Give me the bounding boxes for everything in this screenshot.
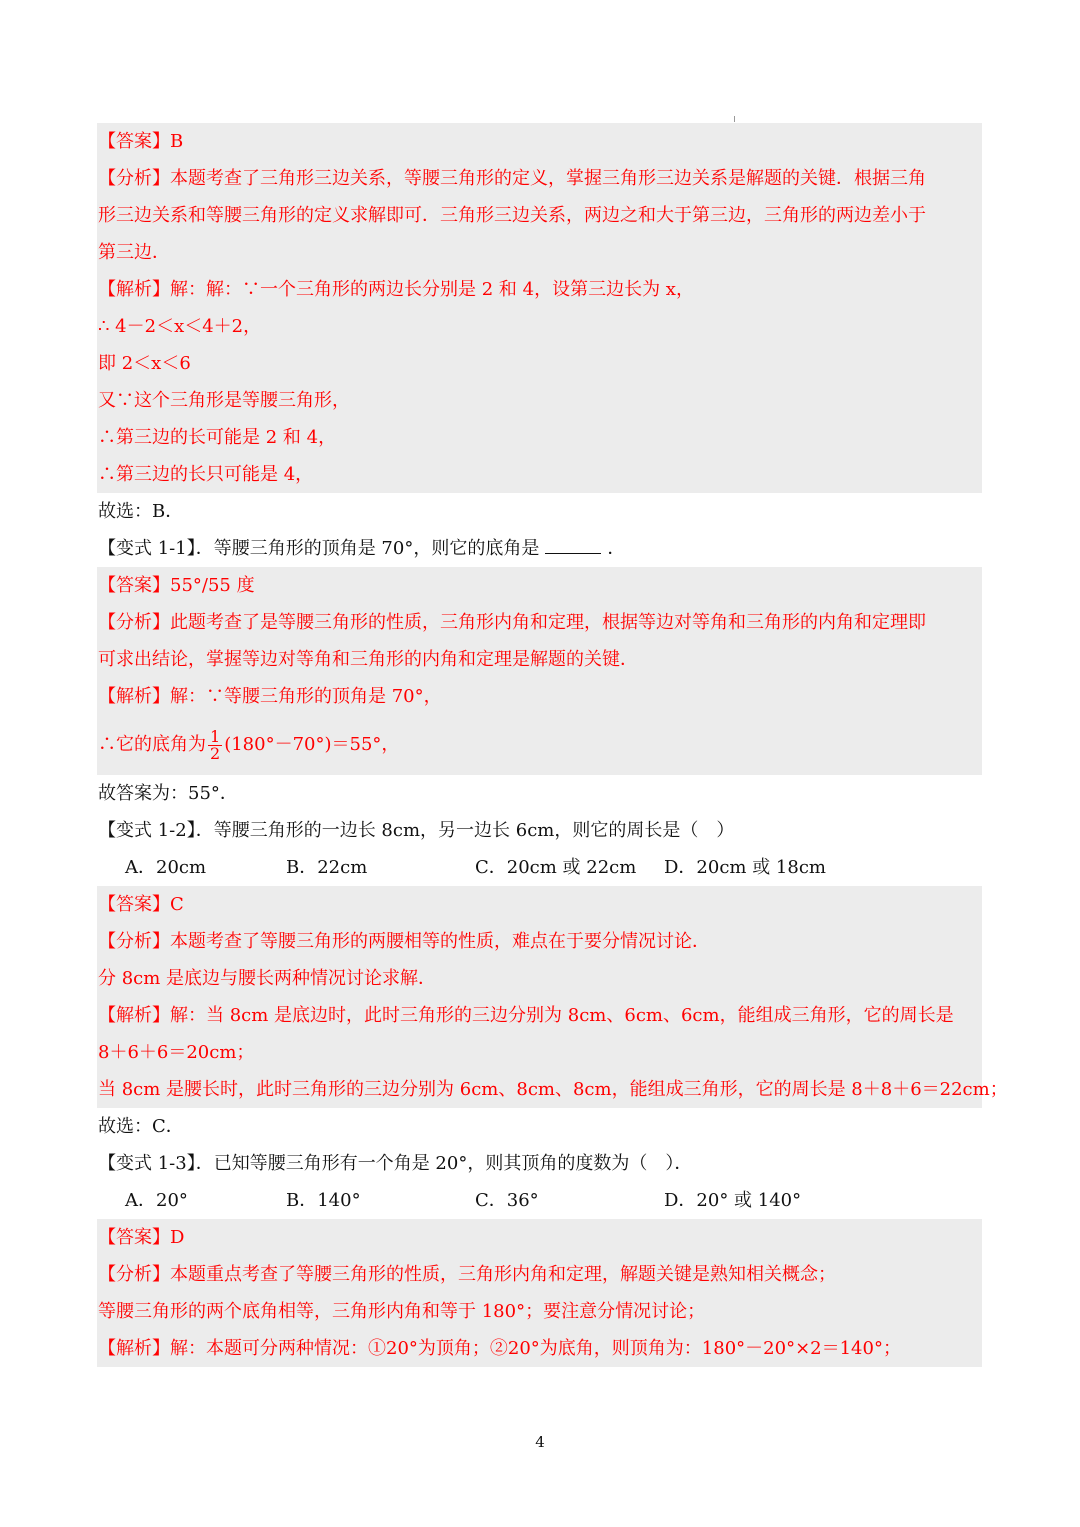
solution-line: ∴ 4－2＜x＜4＋2， [97, 308, 982, 345]
analysis-line: 第三边． [97, 234, 982, 271]
option-a: A．20° [125, 1190, 188, 1211]
answer-line: 【答案】B [97, 123, 982, 160]
page-content [97, 123, 1008, 1367]
solution-line: 【解析】解：∵等腰三角形的顶角是 70°， [97, 678, 982, 715]
options-row [97, 849, 982, 886]
question-line: 【变式 1-2】．等腰三角形的一边长 8cm，另一边长 6cm，则它的周长是（ ） [98, 820, 735, 841]
solution-line: 即 2＜x＜6 [97, 345, 982, 382]
solution-line: ∴第三边的长只可能是 4， [97, 456, 982, 493]
choice-line: 故答案为：55°． [98, 783, 238, 804]
solution-line: 【解析】解：解：∵一个三角形的两边长分别是 2 和 4，设第三边长为 x， [97, 271, 982, 308]
question-text: 【变式 1-1】．等腰三角形的顶角是 70°，则它的底角是 [98, 538, 540, 559]
answer-line: 【答案】D [97, 1219, 982, 1256]
solution-line: 【解析】解：本题可分两种情况：①20°为顶角；②20°为底角，则顶角为：180°－20°×2＝140°； [97, 1330, 982, 1367]
fraction-numerator: 1 [210, 726, 221, 746]
analysis-line: 【分析】本题考查了三角形三边关系，等腰三角形的定义，掌握三角形三边关系是解题的关键．根据三角 [97, 160, 982, 197]
option-d: D．20° 或 140° [664, 1190, 802, 1211]
analysis-line: 形三边关系和等腰三角形的定义求解即可．三角形三边关系，两边之和大于第三边，三角形的两边差小于 [97, 197, 982, 234]
answer-line: 【答案】C [97, 886, 982, 923]
question-line: 【变式 1-3】．已知等腰三角形有一个角是 20°，则其顶角的度数为（ ）． [98, 1153, 693, 1174]
fraction [208, 726, 222, 763]
answer-blank [545, 531, 601, 554]
choice-line: 故选：B． [98, 501, 184, 522]
formula-suffix: (180°－70°)＝55°， [224, 734, 400, 755]
solution-line: 又∵这个三角形是等腰三角形， [97, 382, 982, 419]
option-a: A．20cm [125, 857, 207, 878]
analysis-line: 等腰三角形的两个底角相等，三角形内角和等于 180°；要注意分情况讨论； [97, 1293, 982, 1330]
option-d: D．20cm 或 18cm [664, 857, 826, 878]
solution-formula-line [97, 715, 982, 775]
solution-line: ∴第三边的长可能是 2 和 4， [97, 419, 982, 456]
page-number: 4 [535, 1433, 545, 1451]
fraction-denominator: 2 [210, 743, 221, 763]
analysis-line: 【分析】本题重点考查了等腰三角形的性质，三角形内角和定理，解题关键是熟知相关概念； [97, 1256, 982, 1293]
solution-line: 当 8cm 是腰长时，此时三角形的三边分别为 6cm、8cm、8cm，能组成三角形，它的周长是 8＋8＋6＝22cm； [97, 1071, 982, 1108]
option-b: B．140° [286, 1190, 361, 1211]
analysis-line: 【分析】此题考查了是等腰三角形的性质，三角形内角和定理，根据等边对等角和三角形的内角和定理即 [97, 604, 982, 641]
solution-line: 【解析】解：当 8cm 是底边时，此时三角形的三边分别为 8cm、6cm、6cm，能组成三角形，它的周长是 [97, 997, 982, 1034]
option-c: C．36° [475, 1190, 539, 1211]
analysis-line: 【分析】本题考查了等腰三角形的两腰相等的性质，难点在于要分情况讨论． [97, 923, 982, 960]
question-end: ． [607, 538, 626, 559]
header-tick-mark [734, 116, 735, 122]
options-row [97, 1182, 982, 1219]
option-b: B．22cm [286, 857, 368, 878]
choice-line: 故选：C． [98, 1116, 184, 1137]
formula-prefix: ∴它的底角为 [98, 734, 206, 755]
analysis-line: 分 8cm 是底边与腰长两种情况讨论求解． [97, 960, 982, 997]
option-c: C．20cm 或 22cm [475, 857, 637, 878]
solution-line: 8＋6＋6＝20cm； [97, 1034, 982, 1071]
question-line [97, 530, 982, 567]
analysis-line: 可求出结论，掌握等边对等角和三角形的内角和定理是解题的关键． [97, 641, 982, 678]
answer-line: 【答案】55°/55 度 [97, 567, 982, 604]
